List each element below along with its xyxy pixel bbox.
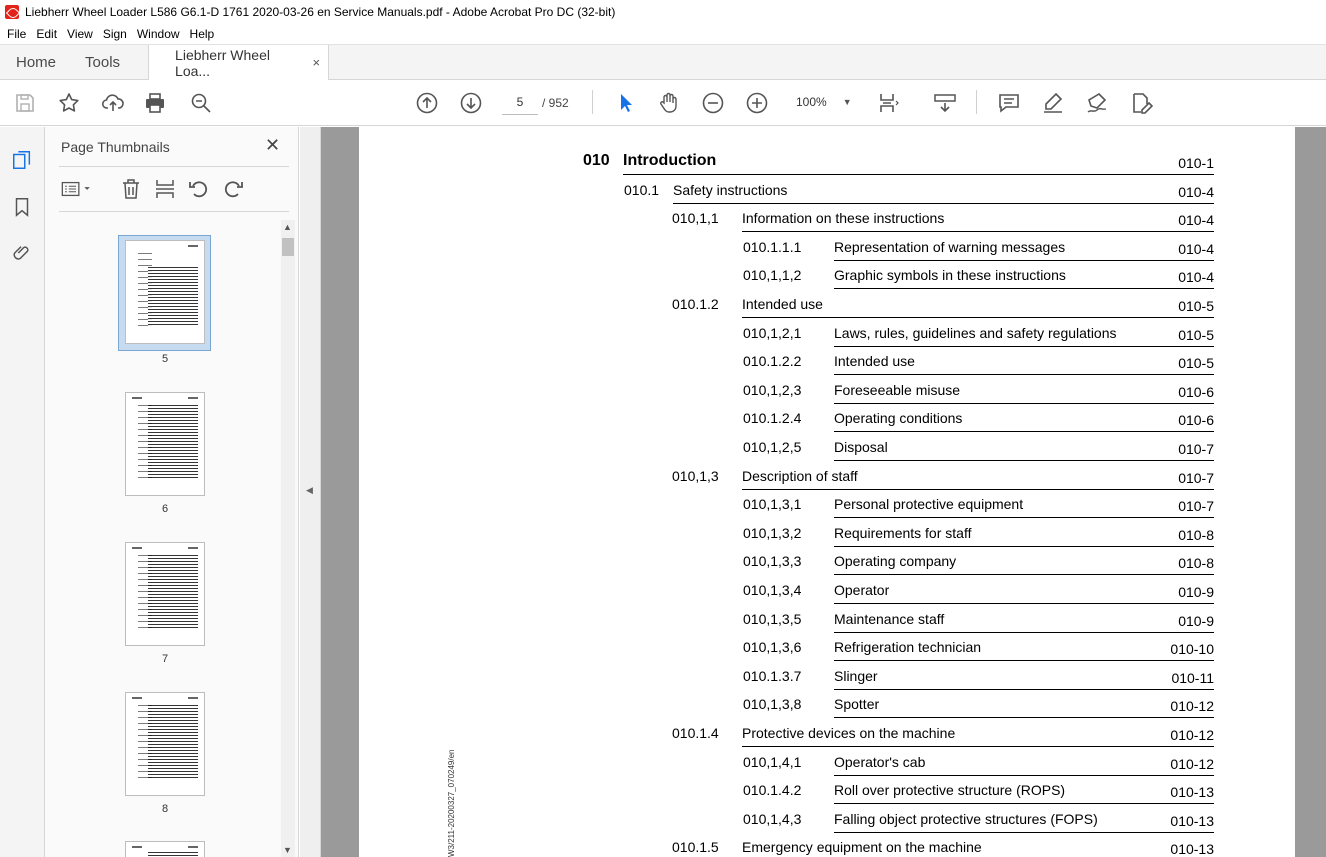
highlight-icon[interactable] <box>1040 90 1066 116</box>
document-viewer[interactable] <box>321 127 1326 857</box>
tab-home[interactable]: Home <box>16 53 57 71</box>
select-pointer-icon[interactable] <box>612 90 638 116</box>
insert-page-icon[interactable] <box>153 177 177 201</box>
toc-entry-title: Disposal <box>834 439 888 455</box>
zoom-out-icon[interactable] <box>700 90 726 116</box>
toc-entry-number: 010,1,4,3 <box>743 810 802 827</box>
toc-entry-rule <box>742 231 1214 232</box>
toc-entry-rule <box>834 632 1214 633</box>
thumbnail-label: 8 <box>161 803 169 815</box>
toc-entry-number: 010,1,2,3 <box>743 381 802 398</box>
toc-entry-page: 010-1 <box>1178 155 1214 171</box>
toc-entry[interactable] <box>359 239 1214 259</box>
toc-entry-rule <box>834 603 1214 604</box>
toc-entry-page: 010-8 <box>1178 526 1214 543</box>
toc-entry[interactable] <box>359 525 1214 545</box>
toc-entry-number: 010.1.2.4 <box>743 410 802 427</box>
toc-entry-page: 010-7 <box>1178 441 1214 457</box>
toc-entry-page: 010-12 <box>1170 755 1214 772</box>
panel-divider <box>59 166 289 167</box>
toc-entry[interactable] <box>359 468 1214 488</box>
toc-entry[interactable] <box>359 839 1214 857</box>
close-panel-icon[interactable]: ✕ <box>265 135 281 155</box>
toc-entry-rule <box>673 203 1214 204</box>
tab-bar <box>0 44 1326 80</box>
toc-entry-page: 010-4 <box>1178 183 1214 200</box>
toc-entry-title: Operator <box>834 582 890 598</box>
page-thumbnail[interactable] <box>125 841 205 857</box>
toc-entry-rule <box>834 517 1214 518</box>
toc-entry-page: 010-12 <box>1170 727 1214 743</box>
toc-entry-page: 010-6 <box>1178 412 1214 429</box>
toc-entry-title: Safety instructions <box>673 181 788 198</box>
edit-pdf-icon[interactable] <box>1128 90 1154 116</box>
attachment-icon[interactable] <box>10 241 34 265</box>
toc-entry-number: 010,1,3,1 <box>743 496 802 513</box>
toc-entry[interactable] <box>359 582 1214 602</box>
toc-entry-page: 010-5 <box>1178 355 1214 372</box>
toc-entry-rule <box>834 717 1214 718</box>
scroll-down-icon[interactable]: ▼ <box>283 845 292 855</box>
toc-entry-page: 010-12 <box>1170 698 1214 715</box>
acrobat-logo-icon <box>5 5 19 19</box>
toc-entry-number: 010.1.4.2 <box>743 782 802 799</box>
toc-entry-rule <box>834 260 1214 261</box>
toc-entry-title: Refrigeration technician <box>834 639 982 656</box>
toolbar-divider <box>592 90 593 114</box>
toc-entry-page: 010-5 <box>1178 298 1214 314</box>
toc-entry-rule <box>742 489 1214 490</box>
menu-file[interactable]: File <box>7 27 27 41</box>
toc-entry-title: Operating company <box>834 553 957 570</box>
toc-entry-title: Laws, rules, guidelines and safety regulations <box>834 324 1117 341</box>
scrollbar-thumb[interactable] <box>282 238 294 256</box>
thumbnail-label: 6 <box>161 503 169 515</box>
toc-entry-rule <box>834 832 1214 833</box>
page-total: / 952 <box>542 96 569 110</box>
toc-entry[interactable] <box>359 382 1214 402</box>
menu-edit[interactable]: Edit <box>36 27 58 41</box>
toolbar <box>0 80 1326 126</box>
find-zoom-icon[interactable] <box>188 90 214 116</box>
toc-entry-rule <box>834 403 1214 404</box>
toc-entry-page: 010-11 <box>1171 669 1214 686</box>
toc-entry-page: 010-13 <box>1170 784 1214 801</box>
toc-entry[interactable] <box>359 496 1214 516</box>
toc-entry[interactable] <box>359 811 1214 831</box>
toc-entry-rule <box>834 288 1214 289</box>
toc-entry[interactable] <box>359 639 1214 659</box>
toc-entry-number: 010.1.3.7 <box>743 667 802 684</box>
toc-entry-number: 010,1,2,5 <box>743 439 802 455</box>
toc-entry[interactable] <box>359 296 1214 316</box>
panel-collapse-handle[interactable] <box>300 127 321 857</box>
toc-entry-number: 010,1,4,1 <box>743 753 802 770</box>
toc-entry-title: Foreseeable misuse <box>834 381 961 398</box>
toc-entry-number: 010,1,1 <box>672 210 719 227</box>
toc-entry-number: 010,1,3,4 <box>743 582 802 598</box>
print-icon[interactable] <box>142 90 168 116</box>
toc-entry-number: 010.1.2.2 <box>743 353 802 370</box>
toc-entry-number: 010,1,3,8 <box>743 696 802 713</box>
scroll-up-icon[interactable]: ▲ <box>283 222 292 232</box>
chevron-down-icon: ▼ <box>842 97 852 107</box>
toc-entry-page: 010-4 <box>1178 212 1214 229</box>
toc-entry-page: 010-4 <box>1178 269 1214 286</box>
toc-entry-number: 010,1,3,2 <box>743 524 802 541</box>
toc-entry-number: 010,1,3,5 <box>743 610 802 627</box>
page-up-icon[interactable] <box>414 90 440 116</box>
toc-entry-rule <box>742 746 1214 747</box>
toc-entry-title: Maintenance staff <box>834 610 945 627</box>
rotate-right-icon[interactable] <box>221 177 245 201</box>
page-number-input[interactable] <box>502 89 538 115</box>
zoom-value: 100% <box>796 95 827 109</box>
upload-icon[interactable] <box>100 90 126 116</box>
pdf-page <box>359 127 1295 857</box>
side-reference-code: W3/211-20200327_070249/en <box>447 749 456 857</box>
tab-tools[interactable]: Tools <box>85 53 121 71</box>
toc-entry-rule <box>834 574 1214 575</box>
toc-entry-rule <box>834 803 1214 804</box>
chevron-left-icon: ◀ <box>306 485 313 495</box>
toc-entry[interactable] <box>359 153 1214 173</box>
toc-entry[interactable] <box>359 182 1214 202</box>
rotate-left-icon[interactable] <box>187 177 211 201</box>
toc-entry[interactable] <box>359 668 1214 688</box>
toc-entry-rule <box>834 660 1214 661</box>
toc-entry-title: Graphic symbols in these instructions <box>834 267 1066 284</box>
page-thumbnail[interactable] <box>125 692 205 796</box>
toc-entry-title: Emergency equipment on the machine <box>742 839 982 856</box>
toc-entry-page: 010-13 <box>1170 812 1214 829</box>
toc-entry[interactable] <box>359 754 1214 774</box>
window-title: Liebherr Wheel Loader L586 G6.1-D 1761 2020-03-26 en Service Manuals.pdf - Adobe Acrobat Pro DC (32-bit) <box>25 5 616 19</box>
toc-entry-title: Intended use <box>834 353 915 370</box>
thumbnail-label: 7 <box>161 653 169 665</box>
toc-entry[interactable] <box>359 210 1214 230</box>
panel-title: Page Thumbnails <box>61 139 170 155</box>
bookmarks-icon[interactable] <box>10 195 34 219</box>
panel-divider <box>59 211 289 212</box>
menu-help[interactable]: Help <box>189 27 215 41</box>
toc-entry-page: 010-10 <box>1170 641 1214 658</box>
toc-entry-rule <box>834 775 1214 776</box>
toc-entry-rule <box>834 689 1214 690</box>
toc-entry[interactable] <box>359 696 1214 716</box>
page-thumbnails-icon[interactable] <box>10 148 34 172</box>
toc-entry[interactable] <box>359 611 1214 631</box>
toc-entry-number: 010.1.1.1 <box>743 238 802 255</box>
hand-icon[interactable] <box>656 90 682 116</box>
toc-entry-title: Protective devices on the machine <box>742 725 956 741</box>
comment-icon[interactable] <box>996 90 1022 116</box>
toc-entry-title: Slinger <box>834 667 878 684</box>
toc-entry[interactable] <box>359 267 1214 287</box>
toc-entry[interactable] <box>359 325 1214 345</box>
toc-entry-title: Introduction <box>623 152 717 169</box>
toc-entry-number: 010,1,1,2 <box>743 267 802 284</box>
toc-entry-page: 010-7 <box>1178 498 1214 515</box>
menu-sign[interactable]: Sign <box>102 27 127 41</box>
toc-entry-title: Operating conditions <box>834 410 963 427</box>
thumbnails-panel <box>45 127 299 857</box>
sign-icon[interactable] <box>1084 90 1110 116</box>
save-icon[interactable] <box>12 90 38 116</box>
toc-entry[interactable] <box>359 725 1214 745</box>
menu-window[interactable]: Window <box>136 27 180 41</box>
page-thumbnail[interactable] <box>125 542 205 646</box>
page-thumbnail[interactable] <box>125 392 205 496</box>
tab-document[interactable] <box>148 45 329 80</box>
title-bar <box>0 0 1326 24</box>
toc-entry-number: 010,1,3 <box>672 467 719 484</box>
toc-entry-title: Information on these instructions <box>742 210 945 227</box>
toc-entry-page: 010-4 <box>1178 240 1214 257</box>
thumbnails-scrollbar[interactable] <box>281 220 295 857</box>
toc-entry-number: 010,1,2,1 <box>743 324 802 341</box>
document-tab-label: Liebherr Wheel Loa... <box>175 46 270 79</box>
toc-entry-rule <box>742 317 1214 318</box>
toc-entry-number: 010 <box>583 152 610 169</box>
thumbnail-options-icon[interactable] <box>59 177 95 201</box>
page-thumbnail[interactable] <box>125 240 205 344</box>
toc-entry-title: Intended use <box>742 296 823 312</box>
page-down-icon[interactable] <box>458 90 484 116</box>
toc-entry-title: Roll over protective structure (ROPS) <box>834 782 1066 799</box>
toolbar-divider <box>976 90 977 114</box>
toc-entry-title: Falling object protective structures (FOPS) <box>834 810 1098 827</box>
toc-entry-page: 010-7 <box>1178 469 1214 486</box>
toc-entry-title: Requirements for staff <box>834 524 972 541</box>
zoom-in-icon[interactable] <box>744 90 770 116</box>
scroll-mode-icon[interactable] <box>932 90 958 116</box>
toc-entry-number: 010.1 <box>624 181 660 198</box>
toc-entry-title: Operator's cab <box>834 753 926 770</box>
toc-entry-number: 010,1,3,3 <box>743 553 802 570</box>
toc-entry[interactable] <box>359 439 1214 459</box>
toc-entry-title: Spotter <box>834 696 880 713</box>
toc-entry-number: 010.1.5 <box>672 839 719 856</box>
toc-entry-rule <box>834 431 1214 432</box>
toc-entry-page: 010-13 <box>1170 841 1214 857</box>
left-rail <box>0 127 45 857</box>
thumbnail-label: 5 <box>161 353 169 365</box>
toc-entry[interactable] <box>359 553 1214 573</box>
toc-entry-page: 010-6 <box>1178 383 1214 400</box>
toc-entry-rule <box>623 174 1214 175</box>
toc-entry-title: Description of staff <box>742 467 858 484</box>
toc-entry[interactable] <box>359 410 1214 430</box>
toc-entry[interactable] <box>359 782 1214 802</box>
toc-entry-rule <box>834 460 1214 461</box>
toc-entry-number: 010.1.2 <box>672 296 719 312</box>
toc-entry-number: 010,1,3,6 <box>743 639 802 656</box>
toc-entry-page: 010-5 <box>1178 326 1214 343</box>
menu-bar <box>0 24 1326 44</box>
toc-entry-rule <box>834 346 1214 347</box>
toc-entry-title: Personal protective equipment <box>834 496 1024 513</box>
menu-view[interactable]: View <box>67 27 93 41</box>
toc-entry-page: 010-9 <box>1178 584 1214 600</box>
toc-entry-title: Representation of warning messages <box>834 238 1066 255</box>
zoom-select[interactable] <box>786 89 856 115</box>
toc-entry-page: 010-8 <box>1178 555 1214 572</box>
toc-entry[interactable] <box>359 353 1214 373</box>
delete-page-icon[interactable] <box>119 177 143 201</box>
toc-entry-rule <box>834 546 1214 547</box>
toc-entry-rule <box>834 374 1214 375</box>
fit-page-icon[interactable] <box>876 90 902 116</box>
bookmark-star-icon[interactable] <box>56 90 82 116</box>
close-tab-icon[interactable]: × <box>312 55 321 70</box>
toc-entry-number: 010.1.4 <box>672 725 719 741</box>
toc-entry-page: 010-9 <box>1178 612 1214 629</box>
